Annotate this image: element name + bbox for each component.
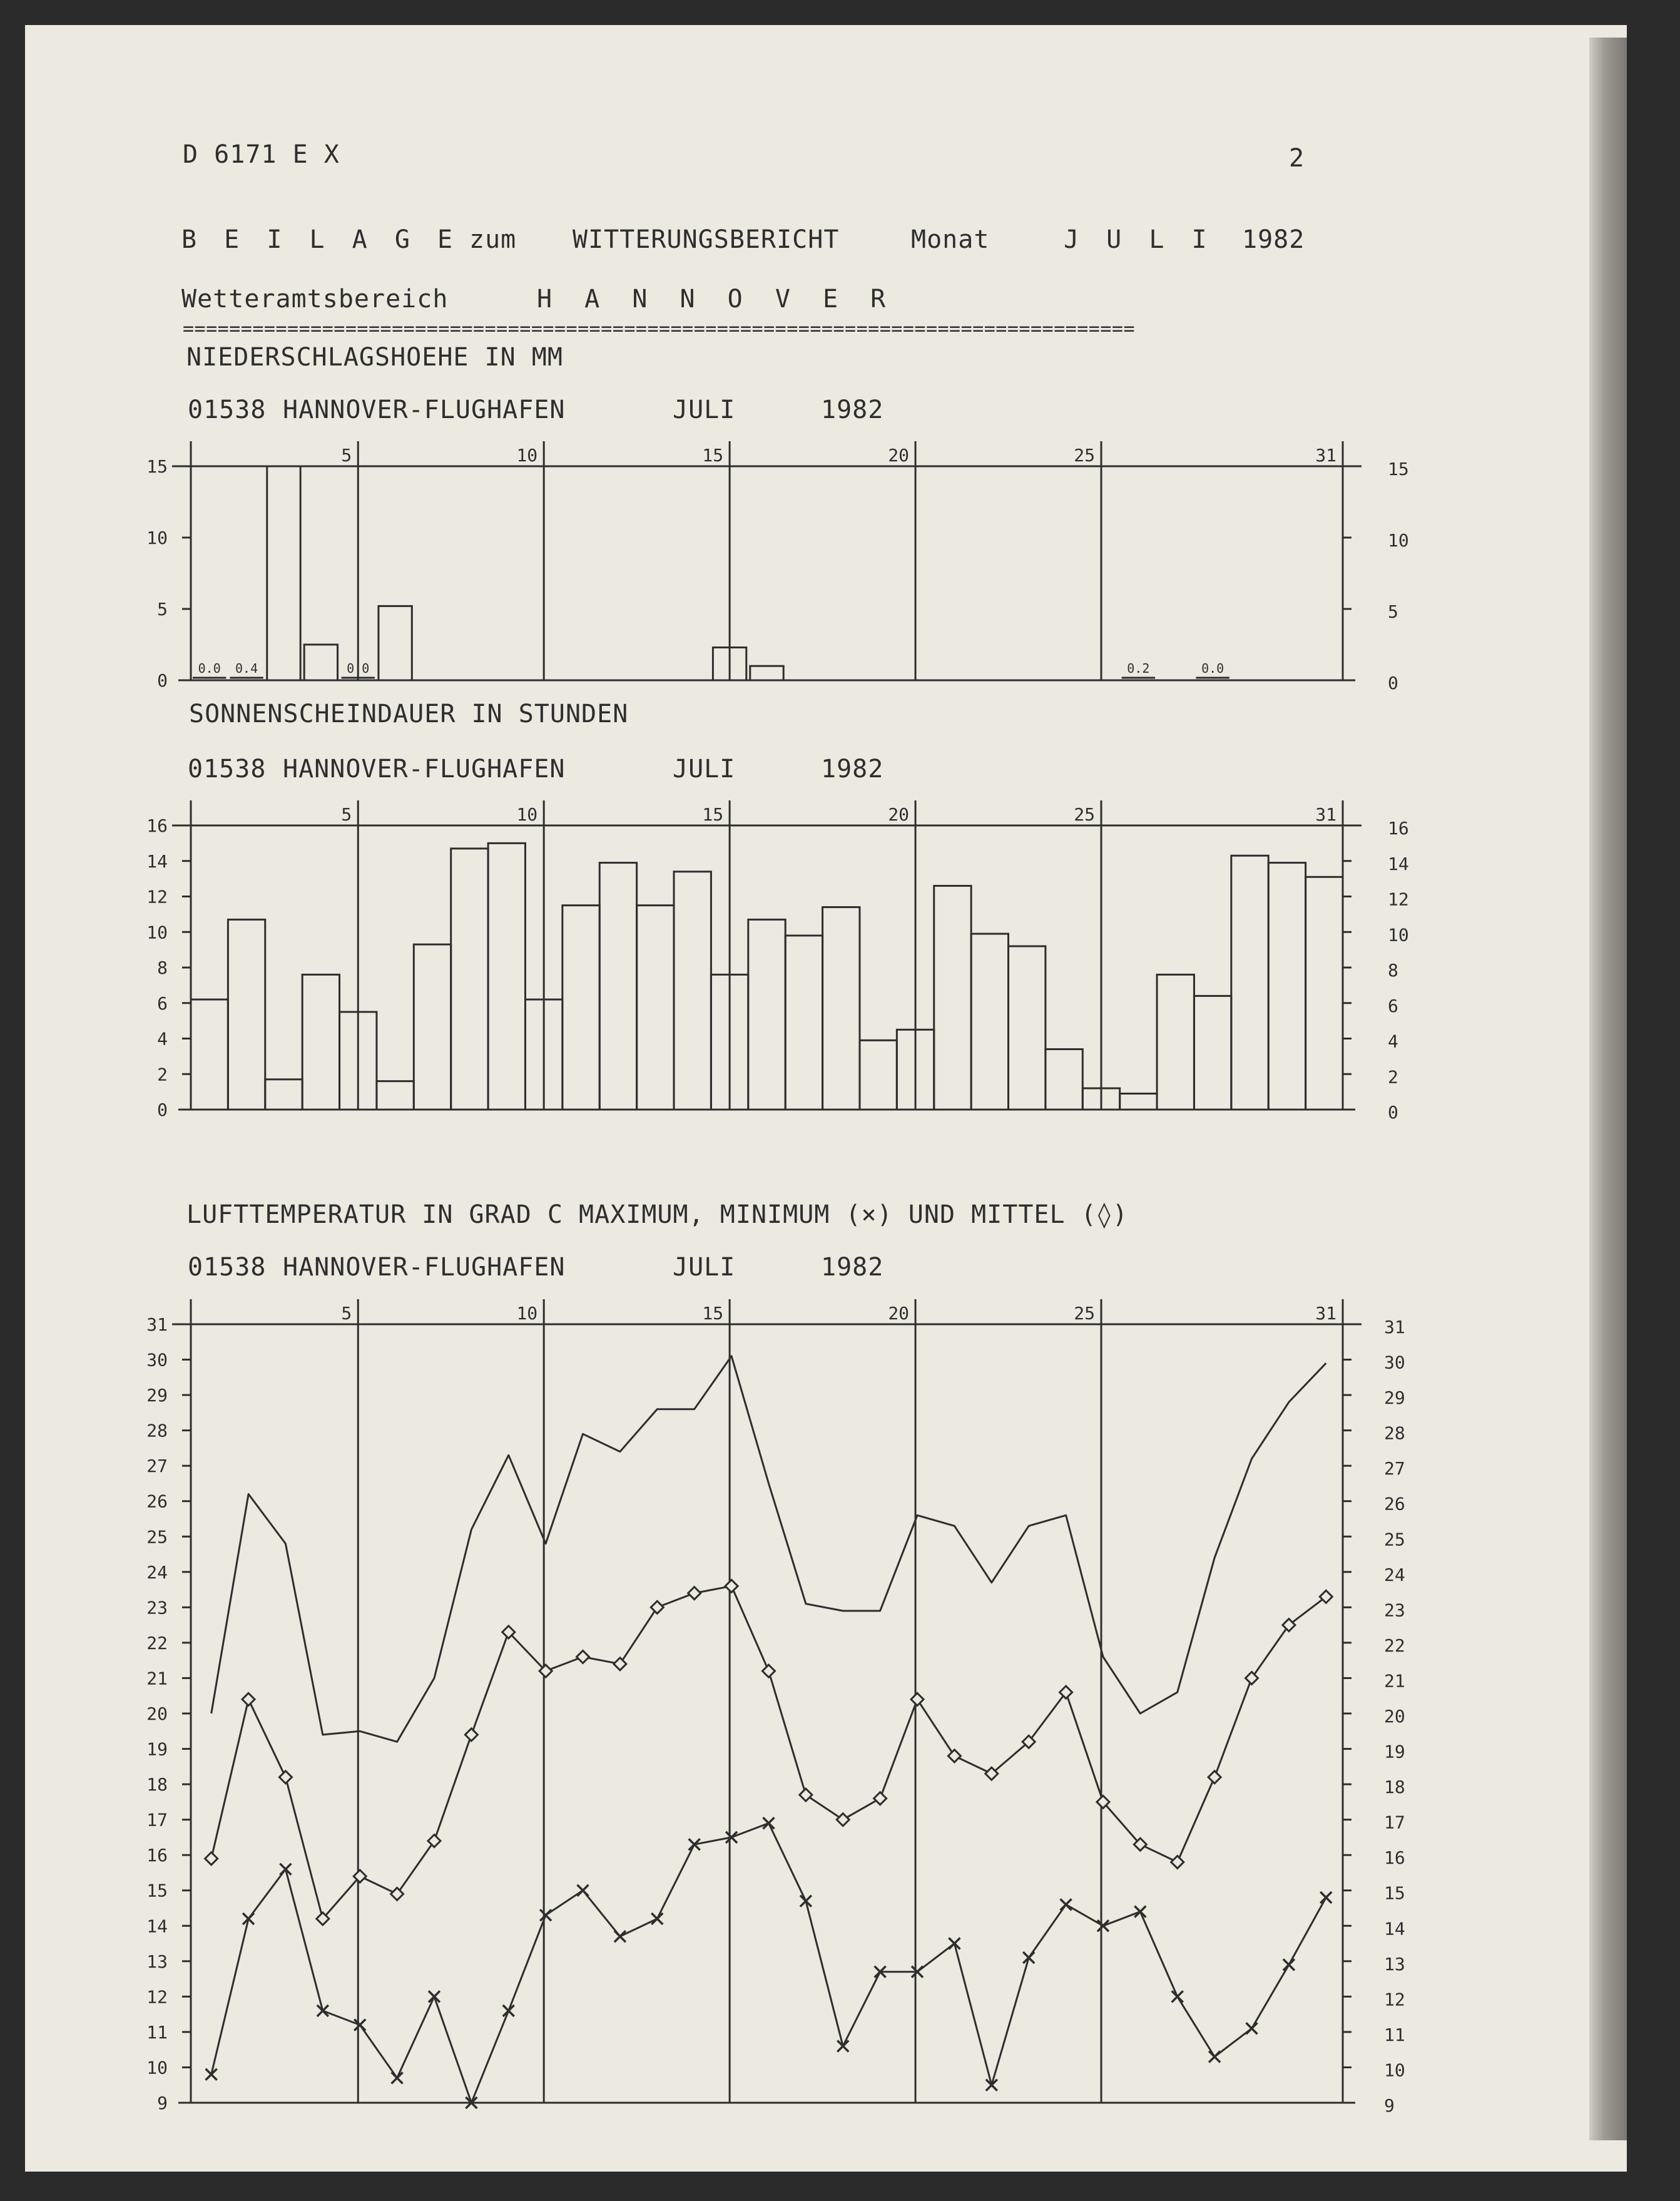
temp-point-minimum <box>1320 1892 1331 1903</box>
sunshine-y-tick-label-right: 10 <box>1388 924 1409 946</box>
temp-y-tick-label-right: 27 <box>1384 1458 1405 1479</box>
temp-y-tick-label-right: 10 <box>1384 2060 1405 2081</box>
temp-y-tick-label-right: 11 <box>1384 2024 1405 2045</box>
precip-y-tick-label-right: 15 <box>1388 459 1409 479</box>
sunshine-bar <box>488 843 525 1110</box>
sunshine-bar <box>1009 946 1046 1110</box>
temp-point-minimum <box>1283 1959 1295 1970</box>
sunshine-bar <box>1046 1049 1082 1110</box>
temp-y-tick-label-right: 28 <box>1384 1422 1405 1444</box>
temp-y-tick-label-right: 14 <box>1384 1918 1405 1939</box>
sunshine-bar <box>451 849 488 1110</box>
temp-point-mittel <box>874 1792 887 1805</box>
sunshine-y-tick-label-left: 16 <box>146 815 168 836</box>
temp-point-minimum <box>1172 1991 1183 2002</box>
precip-day-label: 10 <box>516 445 538 466</box>
sunshine-day-label: 10 <box>516 804 538 825</box>
temp-y-tick-label-left: 23 <box>146 1597 168 1618</box>
temp-y-tick-label-right: 29 <box>1384 1387 1405 1409</box>
temp-point-mittel <box>465 1729 477 1741</box>
temp-y-tick-label-right: 17 <box>1384 1812 1405 1833</box>
temp-y-tick-label-left: 10 <box>146 2057 168 2078</box>
sunshine-station-year: 1982 <box>821 755 884 784</box>
sunshine-y-tick-label-left: 10 <box>146 922 168 943</box>
precip-bar <box>304 645 337 680</box>
temp-point-mittel <box>1246 1672 1258 1684</box>
precip-day-label: 31 <box>1315 445 1336 466</box>
precip-bar-label: 0.0 <box>1201 661 1224 676</box>
sunshine-y-tick-label-left: 4 <box>157 1028 168 1049</box>
temp-y-tick-label-left: 20 <box>146 1703 168 1724</box>
temp-point-minimum <box>317 2005 328 2016</box>
temp-point-mittel <box>651 1601 663 1613</box>
temp-point-mittel <box>242 1693 255 1705</box>
temp-y-tick-label-right: 22 <box>1384 1635 1405 1656</box>
temp-point-mittel <box>614 1658 626 1670</box>
temp-y-tick-label-left: 28 <box>146 1420 168 1441</box>
temp-y-tick-label-right: 15 <box>1384 1882 1405 1904</box>
temp-point-mittel <box>911 1693 924 1705</box>
sunshine-bar <box>674 872 711 1110</box>
precip-bar-label: 0.0 <box>347 661 370 676</box>
temp-y-tick-label-left: 11 <box>146 2021 168 2043</box>
precip-day-label: 5 <box>341 445 352 466</box>
sunshine-y-tick-label-left: 8 <box>157 958 168 978</box>
sunshine-y-tick-label-left: 0 <box>157 1100 168 1120</box>
precip-y-tick-label-left: 10 <box>146 528 168 548</box>
sunshine-day-label: 5 <box>341 804 352 825</box>
sunshine-bar <box>934 886 971 1110</box>
sunshine-bar <box>1306 877 1343 1110</box>
sunshine-bar <box>971 934 1008 1110</box>
temp-y-tick-label-right: 9 <box>1384 2095 1395 2116</box>
temp-day-label: 20 <box>888 1303 910 1324</box>
sunshine-bar <box>265 1080 302 1110</box>
page-number: 2 <box>1289 144 1305 173</box>
precip-y-tick-label-right: 10 <box>1388 530 1409 551</box>
temp-point-minimum <box>280 1864 291 1875</box>
temp-point-mittel <box>279 1771 292 1784</box>
temp-day-label: 25 <box>1074 1303 1095 1324</box>
precip-chart-title: NIEDERSCHLAGSHOEHE IN MM <box>186 343 563 372</box>
temp-point-minimum <box>614 1931 626 1942</box>
precip-y-tick-label-left: 15 <box>146 456 168 477</box>
temp-point-minimum <box>763 1817 774 1829</box>
temp-y-tick-label-left: 13 <box>146 1951 168 1972</box>
sunshine-bar <box>1194 996 1231 1110</box>
sunshine-y-tick-label-right: 14 <box>1388 853 1409 874</box>
precip-station-name: HANNOVER-FLUGHAFEN <box>283 396 566 424</box>
precip-day-label: 15 <box>702 445 724 466</box>
sunshine-bar <box>377 1081 414 1110</box>
temp-y-tick-label-left: 24 <box>146 1561 168 1583</box>
temp-y-tick-label-left: 31 <box>146 1314 168 1335</box>
separator-line: ================================================================================== <box>183 318 1136 340</box>
sunshine-bar <box>599 863 636 1110</box>
temp-point-mittel <box>1208 1771 1221 1784</box>
temp-point-minimum <box>651 1913 663 1924</box>
sunshine-bar <box>748 919 785 1110</box>
temp-point-minimum <box>1209 2051 1220 2062</box>
temp-point-mittel <box>948 1750 960 1762</box>
temp-y-tick-label-right: 19 <box>1384 1741 1405 1762</box>
sunshine-day-label: 31 <box>1315 804 1336 825</box>
temp-point-minimum <box>949 1938 960 1949</box>
sunshine-bar <box>191 999 228 1110</box>
temp-y-tick-label-left: 30 <box>146 1349 168 1371</box>
temp-line-maximum <box>211 1356 1326 1742</box>
sunshine-bar <box>823 907 860 1110</box>
temp-point-minimum <box>503 2005 514 2016</box>
temp-point-mittel <box>205 1852 218 1865</box>
sunshine-y-tick-label-right: 2 <box>1388 1066 1398 1088</box>
sunshine-chart-title: SONNENSCHEINDAUER IN STUNDEN <box>189 700 629 728</box>
precip-bar <box>267 466 300 680</box>
temperature-station-year: 1982 <box>821 1253 884 1282</box>
temp-point-minimum <box>837 2041 848 2052</box>
sunshine-bar <box>1120 1093 1157 1110</box>
precip-bar <box>379 606 412 680</box>
temp-point-mittel <box>725 1580 738 1592</box>
document-code: D 6171 E X <box>183 140 340 169</box>
temp-y-tick-label-left: 17 <box>146 1809 168 1831</box>
temp-point-minimum <box>986 2080 997 2091</box>
precip-bar-label: 0.2 <box>1127 661 1150 676</box>
precip-y-tick-label-right: 5 <box>1388 601 1398 622</box>
temp-point-minimum <box>578 1885 589 1896</box>
precip-y-tick-label-left: 5 <box>157 599 168 620</box>
sunshine-bar <box>860 1040 897 1110</box>
temp-y-tick-label-right: 20 <box>1384 1706 1405 1727</box>
temp-y-tick-label-right: 18 <box>1384 1777 1405 1798</box>
sunshine-y-tick-label-left: 2 <box>157 1064 168 1085</box>
temp-point-mittel <box>800 1789 812 1801</box>
sunshine-day-label: 25 <box>1074 804 1095 825</box>
temp-y-tick-label-left: 9 <box>157 2093 168 2113</box>
temp-point-minimum <box>354 2020 365 2031</box>
temp-point-minimum <box>1134 1906 1146 1918</box>
temp-y-tick-label-left: 18 <box>146 1774 168 1795</box>
sunshine-bar <box>1157 974 1194 1110</box>
witterungsbericht-word: WITTERUNGSBERICHT <box>573 225 840 254</box>
temp-y-tick-label-left: 22 <box>146 1632 168 1653</box>
temp-y-tick-label-right: 13 <box>1384 1953 1405 1974</box>
sunshine-day-label: 20 <box>888 804 910 825</box>
temp-point-minimum <box>1023 1952 1034 1963</box>
sunshine-bar <box>302 974 339 1110</box>
sunshine-station-id: 01538 <box>188 755 267 784</box>
sunshine-y-tick-label-right: 6 <box>1388 995 1398 1016</box>
temp-point-mittel <box>391 1887 404 1900</box>
report-year: 1982 <box>1242 225 1305 254</box>
beilage-word: B E I L A G E <box>181 225 459 254</box>
temp-y-tick-label-right: 21 <box>1384 1670 1405 1692</box>
zum-word: zum <box>469 225 517 254</box>
temp-point-minimum <box>1061 1899 1072 1910</box>
sunshine-y-tick-label-right: 16 <box>1388 818 1409 839</box>
region-label: Wetteramtsbereich <box>181 285 449 314</box>
sunshine-bar <box>414 944 451 1110</box>
temp-y-tick-label-left: 21 <box>146 1668 168 1689</box>
monat-word: Monat <box>911 225 990 254</box>
temp-point-mittel <box>762 1665 775 1677</box>
temp-y-tick-label-left: 25 <box>146 1526 168 1548</box>
temp-y-tick-label-right: 30 <box>1384 1352 1405 1373</box>
temp-point-minimum <box>1097 1920 1109 1931</box>
sunshine-station-month: JULI <box>673 755 736 784</box>
temp-y-tick-label-right: 24 <box>1384 1564 1405 1585</box>
temp-y-tick-label-right: 12 <box>1384 1989 1405 2010</box>
precip-bar-label: 0.0 <box>198 661 221 676</box>
temp-day-label: 31 <box>1315 1303 1336 1324</box>
sunshine-bar <box>785 936 822 1110</box>
temp-y-tick-label-right: 16 <box>1384 1847 1405 1869</box>
temp-day-label: 5 <box>341 1303 352 1324</box>
sunshine-y-tick-label-right: 0 <box>1388 1102 1398 1123</box>
temp-point-minimum <box>206 2069 217 2080</box>
temp-y-tick-label-left: 14 <box>146 1916 168 1937</box>
precip-y-tick-label-right: 0 <box>1388 673 1398 693</box>
temp-y-tick-label-left: 19 <box>146 1739 168 1760</box>
temp-y-tick-label-right: 26 <box>1384 1493 1405 1514</box>
temp-point-minimum <box>429 1991 440 2002</box>
temperature-station-name: HANNOVER-FLUGHAFEN <box>283 1253 566 1282</box>
temp-point-mittel <box>428 1835 440 1847</box>
temp-y-tick-label-left: 26 <box>146 1491 168 1512</box>
precip-y-tick-label-left: 0 <box>157 670 168 691</box>
temp-y-tick-label-left: 12 <box>146 1986 168 2008</box>
sunshine-y-tick-label-right: 4 <box>1388 1031 1398 1052</box>
temp-y-tick-label-left: 27 <box>146 1456 168 1477</box>
temp-point-minimum <box>392 2072 403 2083</box>
temp-point-minimum <box>1246 2023 1258 2034</box>
temp-point-minimum <box>540 1909 551 1921</box>
temp-point-mittel <box>688 1587 701 1600</box>
temp-y-tick-label-right: 25 <box>1384 1529 1405 1550</box>
sunshine-bar <box>563 906 599 1110</box>
precip-station-month: JULI <box>673 396 736 424</box>
sunshine-bar <box>228 919 265 1110</box>
sunshine-y-tick-label-right: 8 <box>1388 960 1398 981</box>
temp-point-mittel <box>577 1651 589 1663</box>
temperature-station-month: JULI <box>673 1253 736 1282</box>
precip-bar <box>750 666 783 680</box>
temp-y-tick-label-left: 29 <box>146 1385 168 1406</box>
precip-day-label: 25 <box>1074 445 1095 466</box>
sunshine-station-name: HANNOVER-FLUGHAFEN <box>283 755 566 784</box>
temp-y-tick-label-right: 23 <box>1384 1600 1405 1621</box>
precip-bar-label: 0.4 <box>235 661 258 676</box>
temp-y-tick-label-left: 15 <box>146 1880 168 1901</box>
precip-station-id: 01538 <box>188 396 267 424</box>
sunshine-y-tick-label-left: 6 <box>157 993 168 1014</box>
temp-day-label: 10 <box>516 1303 538 1324</box>
month-name: J U L I <box>1064 225 1213 254</box>
temperature-station-id: 01538 <box>188 1253 267 1282</box>
temp-line-mittel <box>211 1586 1326 1919</box>
temperature-chart-title: LUFTTEMPERATUR IN GRAD C MAXIMUM, MINIMUM (×) UND MITTEL (◊) <box>186 1200 1128 1229</box>
sunshine-bar <box>637 906 674 1110</box>
temp-point-mittel <box>837 1814 849 1826</box>
sunshine-y-tick-label-left: 14 <box>146 850 168 872</box>
temp-day-label: 15 <box>702 1303 724 1324</box>
region-name: H A N N O V E R <box>537 285 895 314</box>
sunshine-bar <box>1231 855 1268 1110</box>
sunshine-bar <box>1268 863 1305 1110</box>
temp-y-tick-label-right: 31 <box>1384 1317 1405 1337</box>
temp-line-minimum <box>211 1823 1326 2103</box>
precip-station-year: 1982 <box>821 396 884 424</box>
sunshine-y-tick-label-right: 12 <box>1388 889 1409 910</box>
precip-day-label: 20 <box>888 445 910 466</box>
sunshine-day-label: 15 <box>702 804 724 825</box>
sunshine-y-tick-label-left: 12 <box>146 886 168 907</box>
temp-point-mittel <box>1171 1856 1184 1868</box>
temp-y-tick-label-left: 16 <box>146 1845 168 1866</box>
temp-point-minimum <box>800 1896 812 1907</box>
